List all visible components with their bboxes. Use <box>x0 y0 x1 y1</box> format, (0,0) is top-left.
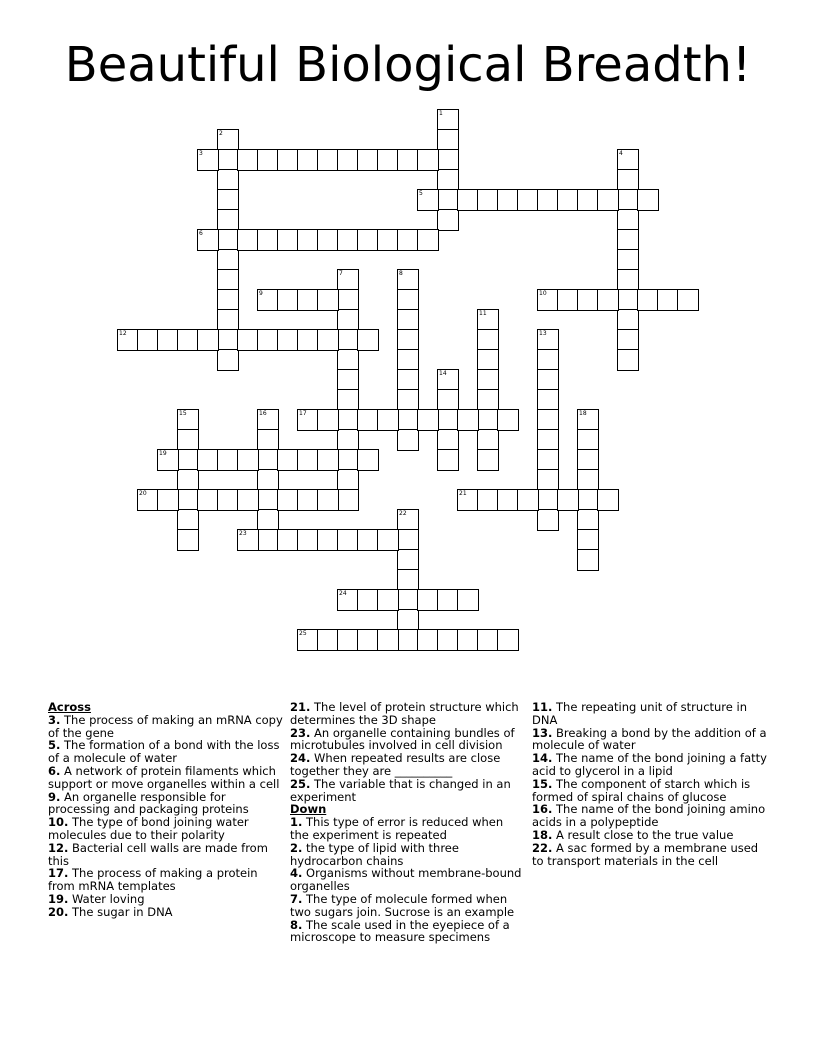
grid-cell[interactable] <box>638 190 658 210</box>
down-clue: 2. the type of lipid with three hydrocarbon chains <box>290 840 459 868</box>
grid-cell[interactable] <box>498 190 518 210</box>
clue-number: 4 <box>619 150 623 157</box>
grid-cell[interactable] <box>218 290 238 310</box>
grid-cell[interactable] <box>278 290 298 310</box>
grid-cell[interactable] <box>278 530 298 550</box>
grid-cell[interactable] <box>378 530 398 550</box>
grid-cell[interactable] <box>358 230 378 250</box>
grid-cell[interactable] <box>178 430 198 450</box>
grid-cell[interactable] <box>258 450 278 470</box>
grid-cell[interactable] <box>338 630 358 650</box>
grid-cell[interactable] <box>618 190 638 210</box>
clue-number: 1 <box>439 110 443 117</box>
grid-cell[interactable] <box>438 210 458 230</box>
grid-cell[interactable] <box>338 490 358 510</box>
grid-cell[interactable] <box>218 130 238 150</box>
grid-cell[interactable] <box>318 330 338 350</box>
grid-cell[interactable] <box>258 330 278 350</box>
grid-cell[interactable] <box>198 150 218 170</box>
grid-cell[interactable] <box>398 230 418 250</box>
grid-cell[interactable] <box>538 390 558 410</box>
grid-cell[interactable] <box>298 410 318 430</box>
grid-cell[interactable] <box>138 490 158 510</box>
grid-cell[interactable] <box>198 330 218 350</box>
grid-cell[interactable] <box>338 330 358 350</box>
grid-cell[interactable] <box>398 510 418 530</box>
across-clue: 10. The type of bond joining water molecules due to their polarity <box>48 815 249 842</box>
grid-cell[interactable] <box>398 270 418 290</box>
clue-column-1 <box>48 701 284 919</box>
grid-cell[interactable] <box>218 350 238 370</box>
grid-cell[interactable] <box>498 490 518 510</box>
grid-cell[interactable] <box>238 450 258 470</box>
grid-cell[interactable] <box>298 530 318 550</box>
clue-column-3 <box>532 701 768 867</box>
grid-cell[interactable] <box>218 210 238 230</box>
grid-cell[interactable] <box>618 210 638 230</box>
grid-cell[interactable] <box>438 410 458 430</box>
grid-cell[interactable] <box>558 290 578 310</box>
grid-cell[interactable] <box>298 450 318 470</box>
grid-cell[interactable] <box>278 150 298 170</box>
grid-cell[interactable] <box>578 410 598 430</box>
across-clue: 20. The sugar in DNA <box>48 904 173 919</box>
grid-cell[interactable] <box>278 230 298 250</box>
grid-cell[interactable] <box>338 530 358 550</box>
grid-cell[interactable] <box>578 550 598 570</box>
grid-cell[interactable] <box>378 630 398 650</box>
grid-cell[interactable] <box>618 230 638 250</box>
grid-cell[interactable] <box>338 230 358 250</box>
grid-cell[interactable] <box>438 190 458 210</box>
grid-cell[interactable] <box>218 330 238 350</box>
grid-cell[interactable] <box>258 290 278 310</box>
grid-cell[interactable] <box>358 590 378 610</box>
grid-cell[interactable] <box>318 490 338 510</box>
grid-cell[interactable] <box>478 390 498 410</box>
grid-cell[interactable] <box>398 350 418 370</box>
down-clue: 14. The name of the bond joining a fatty acid to glycerol in a lipid <box>532 751 767 778</box>
grid-cell[interactable] <box>398 590 418 610</box>
grid-cell[interactable] <box>538 330 558 350</box>
grid-cell[interactable] <box>158 450 178 470</box>
grid-cell[interactable] <box>198 450 218 470</box>
grid-cell[interactable] <box>618 290 638 310</box>
grid-cell[interactable] <box>358 530 378 550</box>
grid-cell[interactable] <box>158 490 178 510</box>
grid-cell[interactable] <box>338 450 358 470</box>
across-clue: 5. The formation of a bond with the loss of a molecule of water <box>48 738 280 766</box>
grid-cell[interactable] <box>298 490 318 510</box>
grid-cell[interactable] <box>338 590 358 610</box>
grid-cell[interactable] <box>298 330 318 350</box>
grid-cell[interactable] <box>318 530 338 550</box>
clue-number: 16 <box>259 410 267 417</box>
grid-cell[interactable] <box>418 150 438 170</box>
down-clue: 7. The type of molecule formed when two sugars join. Sucrose is an example <box>290 891 515 919</box>
grid-cell[interactable] <box>398 370 418 390</box>
grid-cell[interactable] <box>558 490 578 510</box>
grid-cell[interactable] <box>238 230 258 250</box>
grid-cell[interactable] <box>338 410 358 430</box>
clue-number: 21 <box>459 490 467 497</box>
grid-cell[interactable] <box>578 430 598 450</box>
grid-cell[interactable] <box>258 150 278 170</box>
grid-cell[interactable] <box>298 630 318 650</box>
grid-cell[interactable] <box>518 190 538 210</box>
grid-cell[interactable] <box>398 410 418 430</box>
grid-cell[interactable] <box>318 630 338 650</box>
grid-cell[interactable] <box>298 150 318 170</box>
clue-number: 25 <box>299 630 307 637</box>
grid-cell[interactable] <box>218 450 238 470</box>
across-clue: 12. Bacterial cell walls are made from this <box>48 840 268 868</box>
grid-cell[interactable] <box>458 190 478 210</box>
clue-column-2 <box>290 701 522 944</box>
clue-number: 3 <box>199 150 203 157</box>
grid-cell[interactable] <box>538 290 558 310</box>
grid-cell[interactable] <box>578 510 598 530</box>
grid-cell[interactable] <box>258 410 278 430</box>
grid-cell[interactable] <box>618 350 638 370</box>
grid-cell[interactable] <box>258 230 278 250</box>
grid-cell[interactable] <box>418 410 438 430</box>
grid-cell[interactable] <box>678 290 698 310</box>
grid-cell[interactable] <box>358 330 378 350</box>
grid-cell[interactable] <box>178 490 198 510</box>
grid-cell[interactable] <box>358 410 378 430</box>
grid-cell[interactable] <box>538 190 558 210</box>
grid-cell[interactable] <box>618 310 638 330</box>
clue-number: 19 <box>159 450 167 457</box>
grid-cell[interactable] <box>138 330 158 350</box>
grid-cell[interactable] <box>578 470 598 490</box>
grid-cell[interactable] <box>478 450 498 470</box>
grid-cell[interactable] <box>478 330 498 350</box>
grid-cell[interactable] <box>278 330 298 350</box>
grid-cell[interactable] <box>618 330 638 350</box>
grid-cell[interactable] <box>538 450 558 470</box>
grid-cell[interactable] <box>538 470 558 490</box>
grid-cell[interactable] <box>578 530 598 550</box>
grid-cell[interactable] <box>478 370 498 390</box>
grid-cell[interactable] <box>178 510 198 530</box>
grid-cell[interactable] <box>218 150 238 170</box>
grid-cell[interactable] <box>618 150 638 170</box>
grid-cell[interactable] <box>178 530 198 550</box>
down-clue: 18. A result close to the true value <box>532 827 734 842</box>
grid-cell[interactable] <box>598 290 618 310</box>
grid-cell[interactable] <box>478 490 498 510</box>
grid-cell[interactable] <box>438 450 458 470</box>
grid-cell[interactable] <box>338 430 358 450</box>
grid-cell[interactable] <box>378 150 398 170</box>
grid-cell[interactable] <box>238 150 258 170</box>
grid-cell[interactable] <box>378 590 398 610</box>
grid-cell[interactable] <box>498 410 518 430</box>
page-title: Beautiful Biological Breadth! <box>64 37 752 93</box>
clue-number: 23 <box>239 530 247 537</box>
grid-cell[interactable] <box>178 330 198 350</box>
grid-cell[interactable] <box>318 450 338 470</box>
clue-number: 2 <box>219 130 223 137</box>
across-clue: 23. An organelle containing bundles of microtubules involved in cell division <box>290 725 515 753</box>
grid-cell[interactable] <box>458 490 478 510</box>
down-clue: 22. A sac formed by a membrane used to transport materials in the cell <box>532 840 759 868</box>
grid-cell[interactable] <box>338 150 358 170</box>
down-clue: 15. The component of starch which is formed of spiral chains of glucose <box>532 776 751 804</box>
grid-cell[interactable] <box>258 490 278 510</box>
grid-cell[interactable] <box>478 630 498 650</box>
clue-number: 5 <box>419 190 423 197</box>
clue-number: 20 <box>139 490 147 497</box>
down-clue: 11. The repeating unit of structure in DNA <box>532 700 747 727</box>
down-clue: 4. Organisms without membrane-bound organelles <box>290 866 522 894</box>
grid-cell[interactable] <box>378 230 398 250</box>
clue-number: 6 <box>199 230 203 237</box>
across-clue: 25. The variable that is changed in an experiment <box>290 776 511 804</box>
grid-cell[interactable] <box>578 190 598 210</box>
across-heading: Across <box>48 700 91 714</box>
grid-cell[interactable] <box>218 250 238 270</box>
across-clue: 3. The process of making an mRNA copy of the gene <box>48 712 283 740</box>
grid-cell[interactable] <box>398 610 418 630</box>
grid-cell[interactable] <box>178 470 198 490</box>
grid-cell[interactable] <box>438 170 458 190</box>
grid-cell[interactable] <box>338 470 358 490</box>
clue-number: 18 <box>579 410 587 417</box>
grid-cell[interactable] <box>298 230 318 250</box>
grid-cell[interactable] <box>638 290 658 310</box>
grid-cell[interactable] <box>618 250 638 270</box>
down-clue: 16. The name of the bond joining amino acids in a polypeptide <box>532 802 766 830</box>
grid-cell[interactable] <box>478 430 498 450</box>
grid-cell[interactable] <box>118 330 138 350</box>
grid-cell[interactable] <box>598 190 618 210</box>
grid-cell[interactable] <box>398 630 418 650</box>
across-clue: 9. An organelle responsible for processing and packaging proteins <box>48 789 249 817</box>
grid-cell[interactable] <box>618 170 638 190</box>
grid-cell[interactable] <box>338 370 358 390</box>
down-clue: 13. Breaking a bond by the addition of a molecule of water <box>532 725 767 753</box>
grid-cell[interactable] <box>198 230 218 250</box>
clue-number: 12 <box>119 330 127 337</box>
grid-cell[interactable] <box>658 290 678 310</box>
grid-cell[interactable] <box>318 410 338 430</box>
clue-number: 15 <box>179 410 187 417</box>
across-clue: 24. When repeated results are close together they are __________ <box>290 751 501 778</box>
grid-cell[interactable] <box>478 350 498 370</box>
grid-cell[interactable] <box>438 110 458 130</box>
grid-cell[interactable] <box>458 630 478 650</box>
grid-cell[interactable] <box>338 270 358 290</box>
grid-cell[interactable] <box>478 190 498 210</box>
grid-cell[interactable] <box>238 490 258 510</box>
grid-cell[interactable] <box>238 330 258 350</box>
grid-cell[interactable] <box>218 190 238 210</box>
grid-cell[interactable] <box>398 530 418 550</box>
grid-cell[interactable] <box>538 410 558 430</box>
grid-cell[interactable] <box>538 350 558 370</box>
grid-cell[interactable] <box>258 430 278 450</box>
grid-cell[interactable] <box>338 390 358 410</box>
grid-cell[interactable] <box>378 410 398 430</box>
grid-cell[interactable] <box>278 450 298 470</box>
grid-cell[interactable] <box>178 450 198 470</box>
grid-cell[interactable] <box>358 450 378 470</box>
grid-cell[interactable] <box>578 290 598 310</box>
grid-cell[interactable] <box>418 630 438 650</box>
down-heading: Down <box>290 802 327 817</box>
grid-cell[interactable] <box>418 230 438 250</box>
grid-cell[interactable] <box>438 430 458 450</box>
grid-cell[interactable] <box>498 630 518 650</box>
grid-cell[interactable] <box>538 510 558 530</box>
across-clue: 6. A network of protein filaments which support or move organelles within a cell <box>48 763 280 791</box>
grid-cell[interactable] <box>278 490 298 510</box>
clue-number: 7 <box>339 270 343 277</box>
grid-cell[interactable] <box>338 350 358 370</box>
grid-cell[interactable] <box>218 310 238 330</box>
grid-cell[interactable] <box>198 490 218 510</box>
across-clue: 21. The level of protein structure which determines the 3D shape <box>290 700 519 727</box>
grid-cell[interactable] <box>218 490 238 510</box>
grid-cell[interactable] <box>338 290 358 310</box>
grid-cell[interactable] <box>518 490 538 510</box>
grid-cell[interactable] <box>538 490 558 510</box>
grid-cell[interactable] <box>438 130 458 150</box>
grid-cell[interactable] <box>398 390 418 410</box>
grid-cell[interactable] <box>438 630 458 650</box>
grid-cell[interactable] <box>578 450 598 470</box>
clue-number: 11 <box>479 310 487 317</box>
grid-cell[interactable] <box>438 150 458 170</box>
grid-cell[interactable] <box>258 530 278 550</box>
grid-cell[interactable] <box>218 170 238 190</box>
clue-number: 22 <box>399 510 407 517</box>
grid-cell[interactable] <box>358 630 378 650</box>
clue-number: 17 <box>299 410 307 417</box>
grid-cell[interactable] <box>398 310 418 330</box>
grid-cell[interactable] <box>578 490 598 510</box>
grid-cell[interactable] <box>458 590 478 610</box>
grid-cell[interactable] <box>398 290 418 310</box>
grid-cell[interactable] <box>538 430 558 450</box>
grid-cell[interactable] <box>438 390 458 410</box>
down-clue: 8. The scale used in the eyepiece of a microscope to measure specimens <box>290 917 510 945</box>
down-clue: 1. This type of error is reduced when the experiment is repeated <box>290 815 504 842</box>
clue-number: 13 <box>539 330 547 337</box>
grid-cell[interactable] <box>558 190 578 210</box>
grid-cell[interactable] <box>438 370 458 390</box>
grid-cell[interactable] <box>218 230 238 250</box>
grid-cell[interactable] <box>398 150 418 170</box>
grid-cell[interactable] <box>318 230 338 250</box>
grid-cell[interactable] <box>318 150 338 170</box>
grid-cell[interactable] <box>398 550 418 570</box>
grid-cell[interactable] <box>218 270 238 290</box>
grid-cell[interactable] <box>398 430 418 450</box>
grid-cell[interactable] <box>318 290 338 310</box>
grid-cell[interactable] <box>598 490 618 510</box>
grid-cell[interactable] <box>178 410 198 430</box>
grid-cell[interactable] <box>398 570 418 590</box>
clue-number: 24 <box>339 590 347 597</box>
clue-number: 10 <box>539 290 547 297</box>
grid-cell[interactable] <box>478 310 498 330</box>
across-clue: 17. The process of making a protein from mRNA templates <box>48 866 258 894</box>
clue-number: 14 <box>439 370 447 377</box>
grid-cell[interactable] <box>258 470 278 490</box>
grid-cell[interactable] <box>458 410 478 430</box>
across-clue: 19. Water loving <box>48 891 145 906</box>
clue-number: 9 <box>259 290 263 297</box>
grid-cell[interactable] <box>298 290 318 310</box>
grid-cell[interactable] <box>258 510 278 530</box>
grid-cell[interactable] <box>358 150 378 170</box>
grid-cell[interactable] <box>618 270 638 290</box>
grid-cell[interactable] <box>398 330 418 350</box>
grid-cell[interactable] <box>438 590 458 610</box>
grid-cell[interactable] <box>538 370 558 390</box>
grid-cell[interactable] <box>158 330 178 350</box>
grid-cell[interactable] <box>478 410 498 430</box>
grid-cell[interactable] <box>418 590 438 610</box>
grid-cell[interactable] <box>418 190 438 210</box>
grid-cell[interactable] <box>338 310 358 330</box>
clue-number: 8 <box>399 270 403 277</box>
grid-cell[interactable] <box>238 530 258 550</box>
